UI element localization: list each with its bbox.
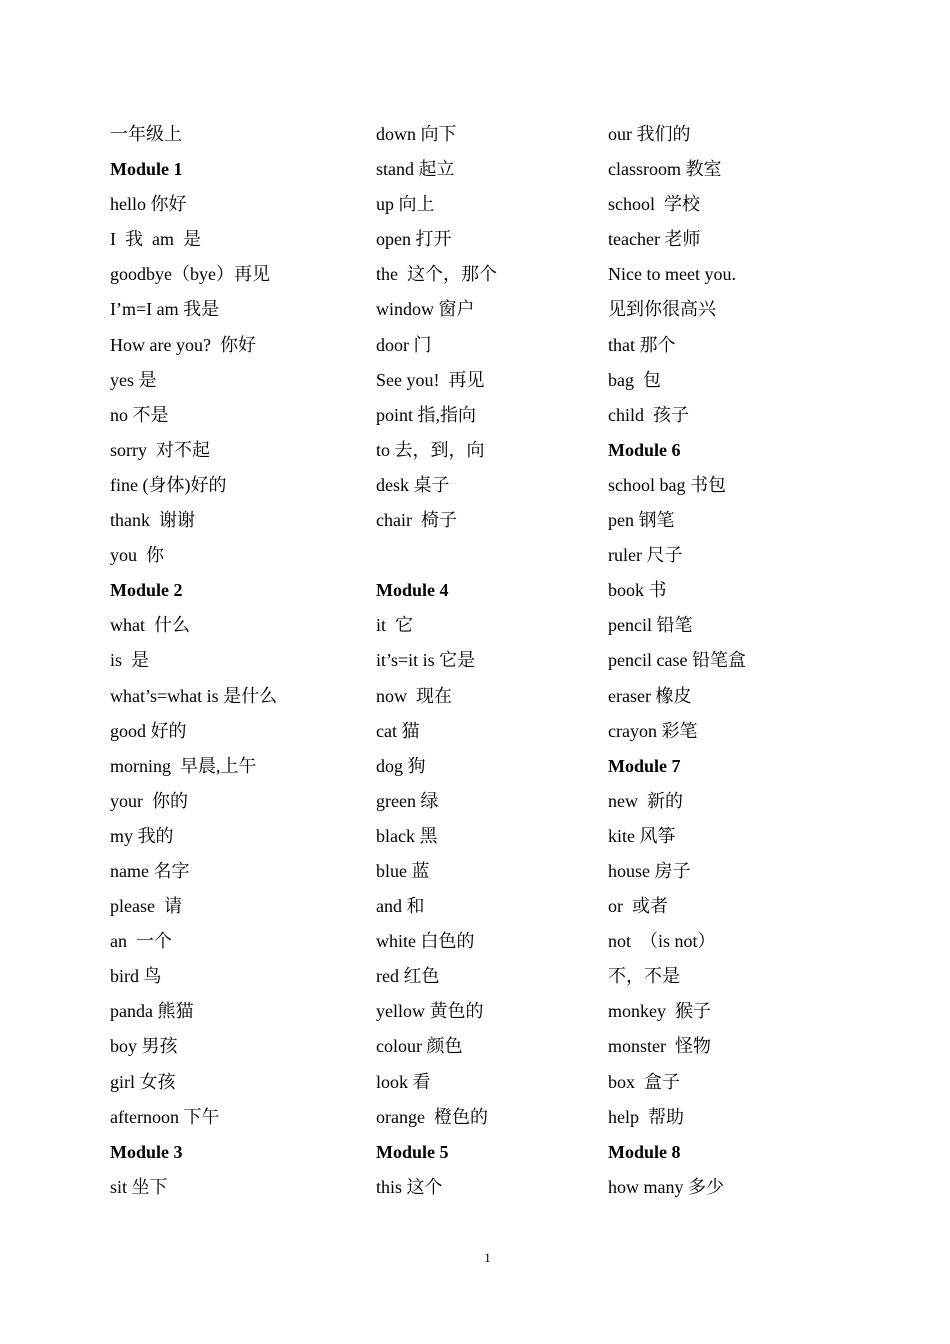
vocab-entry: kite 风筝 bbox=[608, 825, 676, 846]
vocab-entry: panda 熊猫 bbox=[110, 1001, 194, 1022]
vocab-entry: an 一个 bbox=[110, 931, 172, 952]
vocab-entry: school bag 书包 bbox=[608, 474, 726, 495]
vocab-entry: yes 是 bbox=[110, 369, 157, 390]
vocab-entry: crayon 彩笔 bbox=[608, 720, 698, 741]
vocab-entry: look 看 bbox=[376, 1071, 431, 1092]
vocab-entry: fine (身体)好的 bbox=[110, 474, 227, 495]
vocab-entry: what 什么 bbox=[110, 615, 190, 636]
vocab-entry: what’s=what is 是什么 bbox=[110, 685, 278, 706]
vocab-entry: bag 包 bbox=[608, 369, 661, 390]
vocab-entry: sorry 对不起 bbox=[110, 439, 210, 460]
vocab-entry: colour 颜色 bbox=[376, 1036, 463, 1057]
vocab-entry: it’s=it is 它是 bbox=[376, 650, 476, 671]
vocab-entry: 一年级上 bbox=[110, 124, 182, 144]
vocab-entry: hello 你好 bbox=[110, 194, 187, 215]
vocab-entry: not （is not） bbox=[608, 931, 716, 952]
vocab-entry: new 新的 bbox=[608, 790, 683, 811]
vocab-entry: pen 钢笔 bbox=[608, 510, 675, 531]
module-heading: Module 2 bbox=[110, 580, 183, 601]
vocab-column-1 bbox=[110, 117, 360, 1205]
vocab-entry: box 盒子 bbox=[608, 1071, 680, 1092]
vocab-entry: black 黑 bbox=[376, 825, 438, 846]
vocab-entry: afternoon 下午 bbox=[110, 1106, 220, 1127]
vocab-entry: it 它 bbox=[376, 615, 414, 636]
vocab-entry: 见到你很高兴 bbox=[608, 299, 716, 320]
vocab-entry: bird 鸟 bbox=[110, 966, 162, 987]
module-heading: Module 3 bbox=[110, 1141, 183, 1162]
vocab-entry: cat 猫 bbox=[376, 720, 420, 741]
vocab-entry: desk 桌子 bbox=[376, 474, 450, 495]
vocab-entry: I’m=I am 我是 bbox=[110, 299, 220, 320]
vocab-entry: how many 多少 bbox=[608, 1176, 724, 1197]
vocab-entry: green 绿 bbox=[376, 790, 439, 811]
vocab-entry: white 白色的 bbox=[376, 931, 475, 952]
vocab-entry: blue 蓝 bbox=[376, 860, 430, 881]
vocab-entry: no 不是 bbox=[110, 404, 169, 425]
vocab-entry: monster 怪物 bbox=[608, 1036, 711, 1057]
vocab-entry: teacher 老师 bbox=[608, 229, 701, 250]
vocab-entry: the 这个，那个 bbox=[376, 264, 497, 285]
vocab-entry: please 请 bbox=[110, 896, 182, 917]
vocab-entry: up 向上 bbox=[376, 194, 435, 215]
vocab-entry: goodbye（bye）再见 bbox=[110, 264, 270, 285]
vocab-entry: I 我 am 是 bbox=[110, 229, 201, 250]
module-heading: Module 1 bbox=[110, 159, 183, 180]
vocab-entry: now 现在 bbox=[376, 685, 452, 706]
vocab-entry: dog 狗 bbox=[376, 755, 426, 776]
vocab-entry: door 门 bbox=[376, 334, 432, 355]
vocab-entry: your 你的 bbox=[110, 790, 188, 811]
vocab-entry: morning 早晨,上午 bbox=[110, 755, 257, 776]
vocab-entry: school 学校 bbox=[608, 194, 700, 215]
vocab-entry: stand 起立 bbox=[376, 159, 455, 180]
vocab-entry: 不，不是 bbox=[608, 966, 680, 987]
module-heading: Module 5 bbox=[376, 1141, 449, 1162]
vocab-entry: sit 坐下 bbox=[110, 1176, 168, 1197]
page-number: 1 bbox=[484, 1250, 491, 1265]
vocab-entry: you 你 bbox=[110, 545, 164, 566]
vocab-entry: to 去，到，向 bbox=[376, 439, 485, 460]
vocab-entry: pencil 铅笔 bbox=[608, 615, 693, 636]
vocab-entry: point 指,指向 bbox=[376, 404, 477, 425]
vocab-entry: name 名字 bbox=[110, 860, 190, 881]
vocab-entry: down 向下 bbox=[376, 124, 457, 144]
vocab-entry: monkey 猴子 bbox=[608, 1001, 711, 1022]
module-heading: Module 6 bbox=[608, 439, 681, 460]
vocab-entry: eraser 橡皮 bbox=[608, 685, 692, 706]
vocab-entry: that 那个 bbox=[608, 334, 676, 355]
vocab-column-2 bbox=[376, 117, 596, 1205]
vocab-entry: house 房子 bbox=[608, 860, 691, 881]
vocab-entry: is 是 bbox=[110, 650, 150, 671]
vocab-column-3 bbox=[608, 117, 908, 1205]
vocab-entry: How are you? 你好 bbox=[110, 334, 256, 355]
vocab-entry: window 窗户 bbox=[376, 299, 475, 320]
vocab-entry: our 我们的 bbox=[608, 124, 691, 144]
vocab-entry: ruler 尺子 bbox=[608, 545, 683, 566]
module-heading: Module 4 bbox=[376, 580, 449, 601]
vocab-entry: classroom 教室 bbox=[608, 159, 722, 180]
vocab-entry: good 好的 bbox=[110, 720, 187, 741]
vocab-entry: chair 椅子 bbox=[376, 510, 457, 531]
vocab-entry: or 或者 bbox=[608, 896, 668, 917]
vocab-entry: and 和 bbox=[376, 896, 425, 917]
module-heading: Module 7 bbox=[608, 755, 681, 776]
vocab-entry: pencil case 铅笔盒 bbox=[608, 650, 746, 671]
vocab-entry: help 帮助 bbox=[608, 1106, 684, 1127]
vocab-entry: thank 谢谢 bbox=[110, 510, 195, 531]
vocab-entry: orange 橙色的 bbox=[376, 1106, 488, 1127]
vocab-entry: boy 男孩 bbox=[110, 1036, 178, 1057]
vocab-entry: open 打开 bbox=[376, 229, 452, 250]
vocab-entry: red 红色 bbox=[376, 966, 440, 987]
vocab-entry bbox=[376, 538, 596, 573]
module-heading: Module 8 bbox=[608, 1141, 681, 1162]
vocab-entry: Nice to meet you. bbox=[608, 264, 736, 285]
vocab-entry: girl 女孩 bbox=[110, 1071, 176, 1092]
vocab-entry: See you! 再见 bbox=[376, 369, 485, 390]
vocab-entry: my 我的 bbox=[110, 825, 174, 846]
vocab-entry: book 书 bbox=[608, 580, 667, 601]
vocab-entry: this 这个 bbox=[376, 1176, 443, 1197]
vocab-entry: child 孩子 bbox=[608, 404, 689, 425]
vocab-entry: yellow 黄色的 bbox=[376, 1001, 484, 1022]
